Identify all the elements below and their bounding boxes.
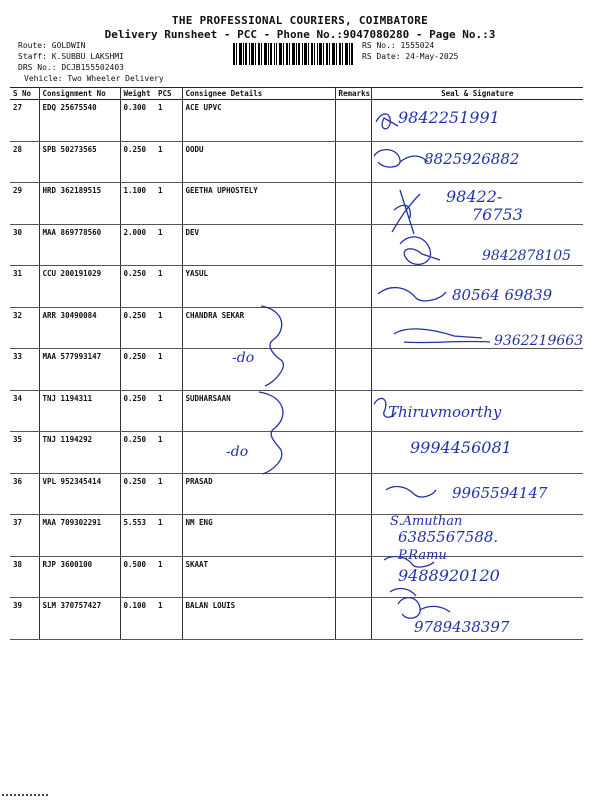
consignment-cell: SLM 370757427 <box>39 598 120 640</box>
sno-cell: 38 <box>10 556 39 598</box>
sno-cell: 30 <box>10 224 39 266</box>
ditto-mark: -do <box>226 444 249 460</box>
signature-phone: 9488920120 <box>398 566 500 585</box>
signature-name: P.Ramu <box>398 548 447 563</box>
signature-phone: 80564 69839 <box>452 286 553 304</box>
consignee-cell: NM ENG <box>182 515 335 557</box>
consignment-cell: TNJ 1194292 <box>39 432 120 474</box>
sno-cell: 27 <box>10 100 39 142</box>
consignee-cell: SUDHARSAAN <box>182 390 335 432</box>
remarks-cell <box>335 349 371 391</box>
weight-cell: 0.250 <box>120 266 155 308</box>
pcs-cell: 1 <box>155 307 182 349</box>
consignment-cell: MAA 869778560 <box>39 224 120 266</box>
weight-cell: 0.100 <box>120 598 155 640</box>
consignment-cell: SPB 50273565 <box>39 141 120 183</box>
remarks-cell <box>335 473 371 515</box>
drs-label: DRS No.: DCJB155502403 <box>18 63 124 72</box>
sno-cell: 39 <box>10 598 39 640</box>
remarks-cell <box>335 183 371 225</box>
signature-phone: 9362219663 <box>494 333 584 349</box>
weight-cell: 0.250 <box>120 390 155 432</box>
remarks-cell <box>335 390 371 432</box>
consignee-cell: OODU <box>182 141 335 183</box>
table-header-row <box>10 88 583 100</box>
consignment-cell: EDQ 25675540 <box>39 100 120 142</box>
col-header-consignee: Consignee Details <box>182 88 335 100</box>
vehicle-label: Vehicle: Two Wheeler Delivery <box>24 74 164 83</box>
signature-name: Thiruvmoorthy <box>388 403 502 421</box>
pcs-cell: 1 <box>155 432 182 474</box>
weight-cell: 0.250 <box>120 349 155 391</box>
rs-date: RS Date: 24-May-2025 <box>362 52 459 61</box>
col-header-sno: S No <box>10 88 39 100</box>
weight-cell: 0.250 <box>120 307 155 349</box>
sno-cell: 36 <box>10 473 39 515</box>
pcs-cell: 1 <box>155 266 182 308</box>
weight-cell: 0.500 <box>120 556 155 598</box>
company-title: THE PROFESSIONAL COURIERS, COIMBATORE <box>171 14 429 27</box>
remarks-cell <box>335 266 371 308</box>
sno-cell: 34 <box>10 390 39 432</box>
weight-cell: 5.553 <box>120 515 155 557</box>
consignee-cell: YASUL <box>182 266 335 308</box>
consignee-cell: GEETHA UPHOSTELY <box>182 183 335 225</box>
consignee-cell: SKAAT <box>182 556 335 598</box>
signature-phone: 9842878105 <box>482 248 572 264</box>
runsheet-title: Delivery Runsheet - PCC - Phone No.:9047080280 - Page No.:3 <box>104 28 496 41</box>
signature-name: S.Amuthan <box>390 514 463 529</box>
remarks-cell <box>335 141 371 183</box>
runsheet-meta-right <box>362 40 458 62</box>
barcode-image <box>233 43 353 65</box>
consignee-cell: BALAN LOUIS <box>182 598 335 640</box>
sno-cell: 31 <box>10 266 39 308</box>
page-edge-dots <box>2 794 48 796</box>
col-header-consignment: Consignment No <box>39 88 120 100</box>
remarks-cell <box>335 515 371 557</box>
signature-phone: 98422- <box>446 187 503 206</box>
signature-phone: 9789438397 <box>414 618 510 636</box>
pcs-cell: 1 <box>155 224 182 266</box>
col-header-signature: Seal & Signature <box>371 88 583 100</box>
staff-label: Staff: K.SUBBU LAKSHMI <box>18 52 124 61</box>
signature-phone: 9965594147 <box>452 484 548 502</box>
pcs-cell: 1 <box>155 183 182 225</box>
sno-cell: 33 <box>10 349 39 391</box>
consignment-cell: ARR 30490084 <box>39 307 120 349</box>
remarks-cell <box>335 556 371 598</box>
weight-cell: 0.250 <box>120 473 155 515</box>
pcs-cell: 1 <box>155 141 182 183</box>
remarks-cell <box>335 100 371 142</box>
remarks-cell <box>335 598 371 640</box>
signature-phone: 9994456081 <box>410 438 512 457</box>
pcs-cell: 1 <box>155 349 182 391</box>
pcs-cell: 1 <box>155 473 182 515</box>
weight-cell: 2.000 <box>120 224 155 266</box>
consignment-cell: HRD 362189515 <box>39 183 120 225</box>
consignee-cell: ACE UPVC <box>182 100 335 142</box>
col-header-pcs: PCS <box>155 88 182 100</box>
signature-phone: 9842251991 <box>398 108 500 127</box>
consignment-cell: MAA 709302291 <box>39 515 120 557</box>
weight-cell: 1.100 <box>120 183 155 225</box>
consignment-cell: VPL 952345414 <box>39 473 120 515</box>
runsheet-meta-left <box>18 40 164 84</box>
signature-phone: 6385567588. <box>398 528 499 546</box>
col-header-weight: Weight <box>120 88 155 100</box>
signature-scribbles <box>370 104 580 634</box>
consignee-cell: DEV <box>182 224 335 266</box>
signature-phone: 76753 <box>472 205 523 224</box>
remarks-cell <box>335 432 371 474</box>
weight-cell: 0.300 <box>120 100 155 142</box>
sno-cell: 29 <box>10 183 39 225</box>
rs-number: RS No.: 1555024 <box>362 41 435 50</box>
consignment-cell: MAA 577993147 <box>39 349 120 391</box>
pcs-cell: 1 <box>155 515 182 557</box>
pcs-cell: 1 <box>155 598 182 640</box>
pcs-cell: 1 <box>155 100 182 142</box>
weight-cell: 0.250 <box>120 141 155 183</box>
route-label: Route: GOLDWIN <box>18 41 86 50</box>
remarks-cell <box>335 224 371 266</box>
signature-phone: 8825926882 <box>424 150 520 168</box>
sno-cell: 32 <box>10 307 39 349</box>
consignment-cell: TNJ 1194311 <box>39 390 120 432</box>
ditto-mark: -do <box>232 350 255 366</box>
consignment-cell: RJP 3600100 <box>39 556 120 598</box>
sno-cell: 28 <box>10 141 39 183</box>
col-header-remarks: Remarks <box>335 88 371 100</box>
consignee-cell: CHANDRA SEKAR <box>182 307 335 349</box>
sno-cell: 35 <box>10 432 39 474</box>
weight-cell: 0.250 <box>120 432 155 474</box>
brace-marks <box>255 300 300 476</box>
consignee-cell: PRASAD <box>182 473 335 515</box>
sno-cell: 37 <box>10 515 39 557</box>
remarks-cell <box>335 307 371 349</box>
pcs-cell: 1 <box>155 390 182 432</box>
consignment-cell: CCU 200191029 <box>39 266 120 308</box>
pcs-cell: 1 <box>155 556 182 598</box>
